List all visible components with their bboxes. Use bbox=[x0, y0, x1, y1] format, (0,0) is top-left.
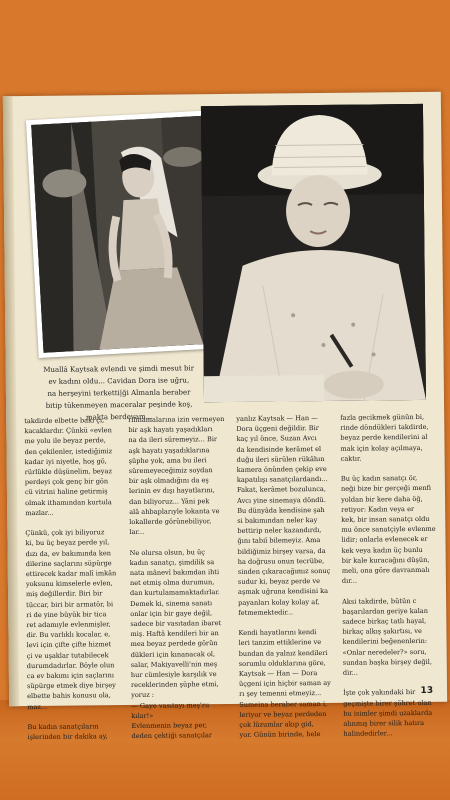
article-text-line: na da ileri süremeyiz... Bir bbox=[128, 435, 218, 445]
article-text-line: nata mânevî bakımdan ihti bbox=[129, 568, 220, 578]
article-column-2 bbox=[128, 414, 225, 741]
article-text-line: retiyor: Kadın veya er bbox=[341, 504, 415, 514]
article-column-1 bbox=[24, 415, 117, 742]
article-text-line: dan biliyoruz... Yâni pek bbox=[129, 496, 210, 506]
photo-woman-headscarf-image bbox=[31, 115, 223, 352]
magazine-page bbox=[3, 92, 447, 742]
article-text-line: bir kale kuracağını düşün, bbox=[341, 555, 430, 565]
article-text-line: süremeyeceğimiz soydan bbox=[128, 466, 213, 476]
article-text-line: mu önce sanatçiyle evlenme bbox=[341, 525, 436, 535]
article-text-line: me yolu ile beyaz perde, bbox=[24, 436, 106, 446]
article-text-line: halindedirler... bbox=[343, 729, 393, 739]
article-text-line: bir aşk olmadığını da eş bbox=[128, 476, 209, 486]
article-text-line: Demek ki, sinema sanatı bbox=[130, 598, 213, 608]
article-text-line: Ne olursa olsun, bu üç bbox=[129, 547, 205, 557]
article-text-line: da kendisinde kerâmet el bbox=[236, 444, 322, 454]
article-text-line: bildiğimiz birşey varsa, da bbox=[237, 546, 326, 556]
article-text-line: payanları kolay kolay af, bbox=[238, 597, 320, 607]
article-text-line: bundan da yalnız kendileri bbox=[238, 648, 328, 658]
article-text-line: rürlükle düşünelim, beyaz bbox=[24, 467, 112, 477]
article-text-line: kek, bir insan sanatçı oldu bbox=[341, 514, 430, 524]
article-text-line: sorumlu olduklarına göre, bbox=[238, 658, 326, 668]
article-text-line: Avcı yine sinemaya döndü. bbox=[237, 495, 326, 505]
article-text-line: kendilerini beğenenlerin: bbox=[342, 637, 428, 647]
article-text-line: rılmamalarına izin vermeyen bbox=[128, 415, 225, 425]
article-text-line: lerinin ev dışı hayatlarını, bbox=[128, 486, 215, 496]
article-text-line: çok lüzumlar akıp gid, bbox=[239, 720, 314, 729]
article-text-line: aşmak uğruna kendisini ka bbox=[237, 587, 329, 597]
article-text-line: kadın sanatçı, şimdilik sa bbox=[129, 557, 215, 567]
article-text-line: ki, bu üç beyaz perde yıl, bbox=[25, 538, 110, 548]
article-text-line: birkaç alkış şakırtısı, ve bbox=[342, 627, 422, 637]
article-text-line: kadar iyi niyetle, hoş gö, bbox=[24, 457, 107, 466]
article-text-line: bir aşk hayatı yaşadıkları bbox=[128, 425, 213, 435]
article-text-line: geçmişte birer şöhret olan bbox=[343, 698, 432, 708]
article-text-line: lar... bbox=[129, 528, 145, 537]
article-text-line: alınmış birer silik hatıra bbox=[343, 719, 425, 728]
article-text-line: başarılardan geriye kalan bbox=[342, 606, 429, 616]
article-text-line: Fakat, kerâmet bozulunca, bbox=[236, 485, 326, 495]
article-text-line: onlar için bir gaye değil, bbox=[130, 609, 213, 618]
article-text-line: sadece birkaç tatlı hayal, bbox=[342, 616, 427, 626]
article-text-line: yoruz : bbox=[131, 691, 155, 700]
article-text-line: elbette bahis konusu ola, bbox=[27, 691, 111, 701]
article-text-line: levi için çifte çifte hizmet bbox=[26, 640, 112, 650]
article-text-line: yor. Günün birinde, hele bbox=[239, 730, 321, 740]
article-text-line: bu isimler şimdi uzaklarda bbox=[343, 708, 433, 718]
article-text-line: aşk hayatı yaşadıklarına bbox=[128, 445, 210, 455]
article-text-line: yoldan bir kere daha öğ, bbox=[341, 494, 423, 504]
article-text-line: kek veya kadın üç bunlu bbox=[341, 545, 423, 555]
article-column-3 bbox=[236, 413, 331, 740]
article-text-line: meli, ona göre davranmalı bbox=[341, 565, 430, 575]
article-text-line: dilerine saçlarını süpürge bbox=[25, 559, 112, 568]
article-text-line: fetmemektedir... bbox=[238, 608, 294, 617]
article-text-line: hur cümlesiyle karşılık ve bbox=[130, 670, 217, 680]
article-text-line: caktır. bbox=[340, 454, 362, 463]
article-text-line: şüphe yok, ama bu ileri bbox=[128, 456, 207, 465]
article-text-line: takdirde elbette bakı çı, bbox=[24, 416, 105, 426]
article-text-line: çi ve uşaklar tutabilecek bbox=[26, 650, 109, 660]
article-text-line: dükleri için kınanacak ol, bbox=[130, 649, 216, 659]
article-text-line: ri de yine büyük bir tica bbox=[26, 610, 107, 619]
article-text-line: lokallerde görünebiliyor, bbox=[129, 517, 212, 527]
photo-woman-straw-hat bbox=[201, 104, 426, 402]
article-text-line: ca ev bakımı için saçlarını bbox=[26, 671, 115, 681]
article-text-line: olmak ithamından kurtula bbox=[25, 497, 112, 507]
article-text-line: kaç yıl önce, Suzan Avcı bbox=[236, 434, 317, 444]
article-text-line: cü vitrini haline getirmiş bbox=[24, 487, 108, 497]
article-text-line: perdeyi çok genç bir gön bbox=[24, 477, 109, 487]
caption-line: makta berdevam... bbox=[85, 412, 153, 422]
article-text-line: sudur ki, beyaz perde ve bbox=[237, 577, 321, 587]
article-text-line: durumdadırlar. Böyle olun bbox=[26, 661, 115, 670]
article-text-line: ğını tabiî bilemeyiz. Ama bbox=[237, 536, 321, 546]
article-text-line: kapatılışı sanatçılardandı... bbox=[236, 475, 328, 485]
article-text-line: işlerinden bir dakika ay, bbox=[27, 732, 108, 742]
article-text-line: rinde döndükleri takdirde, bbox=[340, 423, 429, 432]
article-text-line: mak için kolay açılmaya, bbox=[340, 443, 423, 453]
article-text-line: fazla gecikmek günün bi, bbox=[340, 412, 425, 422]
article-text-line: dır... bbox=[341, 576, 358, 586]
article-text-line: duğu ileri sürülen rükâhın bbox=[236, 454, 325, 464]
page-number: 13 bbox=[420, 685, 434, 696]
article-text-line: leriyor ve beyaz perdeden bbox=[239, 709, 327, 719]
article-text-line: miş değillerdir. Biri bir bbox=[25, 589, 103, 599]
article-text-line: sinden çıkaracağımız sonuç bbox=[237, 566, 331, 576]
article-text-line: Dora üçgeni değildir. Bir bbox=[236, 424, 319, 434]
article-text-line: yoksunu kimselerle evlen, bbox=[25, 579, 113, 589]
article-text-line: Aksi takdirde, bütün c bbox=[342, 596, 417, 606]
article-text-line: mea beyaz perdede görün bbox=[130, 639, 218, 649]
caption-line: bitip tükenmeyen maceralar peşinde koş, bbox=[45, 400, 193, 410]
article-text-line: ret adamıyle evlenmişler, bbox=[26, 620, 111, 630]
article-text-line: «Onlar neredeler?» soru, bbox=[342, 647, 427, 657]
photo-woman-straw-hat-image bbox=[201, 104, 426, 402]
article-text-line: Kaytsak — Han — Dora bbox=[238, 669, 318, 678]
article-text-line: kılar!» bbox=[131, 711, 154, 720]
article-text-line: bettirip neler kazandırdı, bbox=[237, 526, 322, 536]
article-text-line: Bu kadın sanatçıların bbox=[27, 722, 99, 732]
article-text-line: dir... bbox=[342, 668, 358, 677]
article-text-line: rı şey temenni etmeyiz... bbox=[239, 689, 322, 699]
article-text-line: sadece bir vasıtadan ibaret bbox=[130, 619, 222, 629]
article-text-line: miş. Haftâ kendileri bir an bbox=[130, 629, 219, 639]
article-text-line: tüccar, biri bir armatör, bi bbox=[26, 599, 114, 609]
article-text-line: Bu üç kadın sanatçı ör, bbox=[340, 474, 418, 484]
article-text-line: alâ ahbaplarıyle lokanta ve bbox=[129, 506, 220, 516]
article-text-line: si bakımından neler kay bbox=[237, 516, 318, 525]
article-text-line: dızı da, ev bakımında ken bbox=[25, 548, 111, 558]
page-spine bbox=[3, 96, 19, 706]
article-text-line: Sumeina beraber saman i, bbox=[239, 699, 328, 709]
article-text-line: dir. Bu varlıklı kocalar, e, bbox=[26, 630, 111, 640]
article-text-line: üçgeni için hiçbir saman ay bbox=[238, 679, 331, 689]
article-text-line: ettirecek kadar malî imkân bbox=[25, 569, 117, 579]
article-text-line: receklerinden şüphe etmi, bbox=[130, 680, 219, 690]
caption-line: ev kadını oldu... Cavidan Dora ise uğru, bbox=[48, 376, 190, 386]
article-text-line: Çünkü, çok iyi biliyoruz bbox=[25, 528, 105, 538]
article-text-line: mazlar... bbox=[25, 508, 54, 517]
article-text-line: — Gaye vasıtayı meş'ru bbox=[131, 700, 210, 710]
article-text-line: neği bize bir gerçeği menfi bbox=[340, 484, 432, 494]
article-text-line: den çekilenler, istediğimiz bbox=[24, 446, 113, 456]
article-text-line: deden çektiği sanatçılar bbox=[131, 731, 213, 741]
article-text-line: ha doğrusu onun tecrübe, bbox=[237, 556, 325, 566]
article-text-line: yanlız Kaytsak — Han — bbox=[236, 414, 318, 423]
article-text-line: İşte çok yakındaki bir bbox=[343, 688, 416, 698]
article-text-line: beyaz perde kendilerini al bbox=[340, 433, 428, 443]
article-text-line: Kendi hayatlarını kendi bbox=[238, 628, 317, 638]
caption-line: Muallâ Kaytsak evlendi ve şimdi mesut bir bbox=[43, 364, 195, 374]
article-text-line: salar, Makiyavelli'nin meş bbox=[130, 659, 218, 669]
article-text-line: Evlenmenin beyaz per, bbox=[131, 721, 208, 731]
caption-line: na herşeyini terketti|ği Almanla beraber bbox=[47, 388, 191, 398]
article-text-line: dan kurtulamamaktadırlar. bbox=[129, 588, 220, 598]
article-text-line: süpürge etmek diye birşey bbox=[26, 681, 116, 691]
article-text-line: Bu dünyâda kendisine şah bbox=[237, 505, 325, 515]
article-text-line: leri tanzim ettiklerine ve bbox=[238, 638, 322, 648]
article-text-line: lidir; onlarla evlenecek er bbox=[341, 535, 428, 545]
article-text-line: kamera önünden çekip eve bbox=[236, 464, 327, 474]
photo-woman-headscarf bbox=[26, 110, 229, 358]
article-text-line: kacaklardır. Çünkü «evlen bbox=[24, 426, 112, 436]
article-text-line: net etmiş olma durumun, bbox=[129, 578, 215, 588]
article-text-line: maz... bbox=[27, 702, 48, 711]
article-columns bbox=[24, 412, 436, 742]
article-text-line: sundan başka birşey değil, bbox=[342, 657, 432, 667]
